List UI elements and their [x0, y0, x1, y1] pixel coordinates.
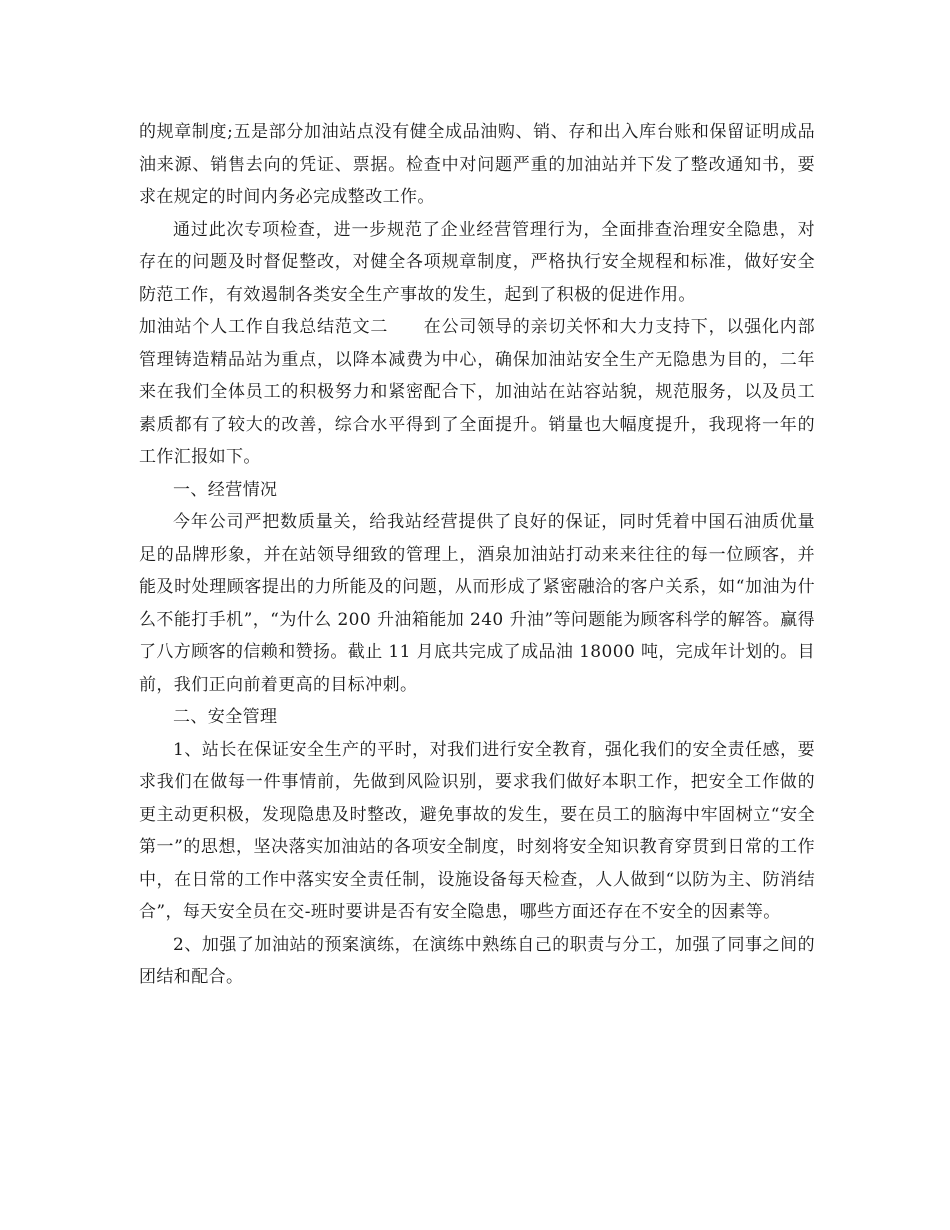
paragraph-8: 2、加强了加油站的预案演练，在演练中熟练自己的职责与分工，加强了同事之间的团结和配合。	[139, 934, 815, 987]
paragraph-5: 今年公司严把数质量关，给我站经营提供了良好的保证，同时凭着中国石油质优量足的品牌形象，并在站领导细致的管理上，酒泉加油站打动来来往往的每一位顾客，并能及时处理顾客提出的力所能及的问题，从而形成了紧密融洽的客户关系，如“加油为什么不能打手机”，“为什么 200 升油箱能加 240 升油”等问题能为顾客科学的解答。赢得了八方顾客的信赖和赞扬。截止 11 月底共完成了成品油 18000 吨，完成年计划的。目前，我们正向前着更高的目标冲刺。	[139, 512, 815, 695]
section-heading-operations: 一、经营情况	[173, 479, 278, 500]
paragraph-3: 加油站个人工作自我总结范文二 在公司领导的亲切关怀和大力支持下，以强化内部管理铸造精品站为重点，以降本减费为中心，确保加油站安全生产无隐患为目的，二年来在我们全体员工的积极努力和紧密配合下，加油站在站容站貌，规范服务，以及员工素质都有了较大的改善，综合水平得到了全面提升。销量也大幅度提升，我现将一年的工作汇报如下。	[139, 317, 815, 467]
paragraph-1: 的规章制度;五是部分加油站点没有健全成品油购、销、存和出入库台账和保留证明成品油来源、销售去向的凭证、票据。检查中对问题严重的加油站并下发了整改通知书，要求在规定的时间内务必完成整改工作。	[139, 122, 815, 207]
paragraph-7: 1、站长在保证安全生产的平时，对我们进行安全教育，强化我们的安全责任感，要求我们在做每一件事情前，先做到风险识别，要求我们做好本职工作，把安全工作做的更主动更积极，发现隐患及时整改，避免事故的发生，要在员工的脑海中牢固树立“安全第一”的思想，坚决落实加油站的各项安全制度，时刻将安全知识教育穿贯到日常的工作中，在日常的工作中落实安全责任制，设施设备每天检查，人人做到“以防为主、防消结合”，每天安全员在交-班时要讲是否有安全隐患，哪些方面还存在不安全的因素等。	[139, 739, 815, 922]
document-body	[139, 116, 815, 994]
paragraph-2: 通过此次专项检查，进一步规范了企业经营管理行为，全面排查治理安全隐患，对存在的问题及时督促整改，对健全各项规章制度，严格执行安全规程和标准，做好安全防范工作，有效遏制各类安全生产事故的发生，起到了积极的促进作用。	[139, 219, 815, 305]
section-heading-safety: 二、安全管理	[173, 707, 278, 727]
